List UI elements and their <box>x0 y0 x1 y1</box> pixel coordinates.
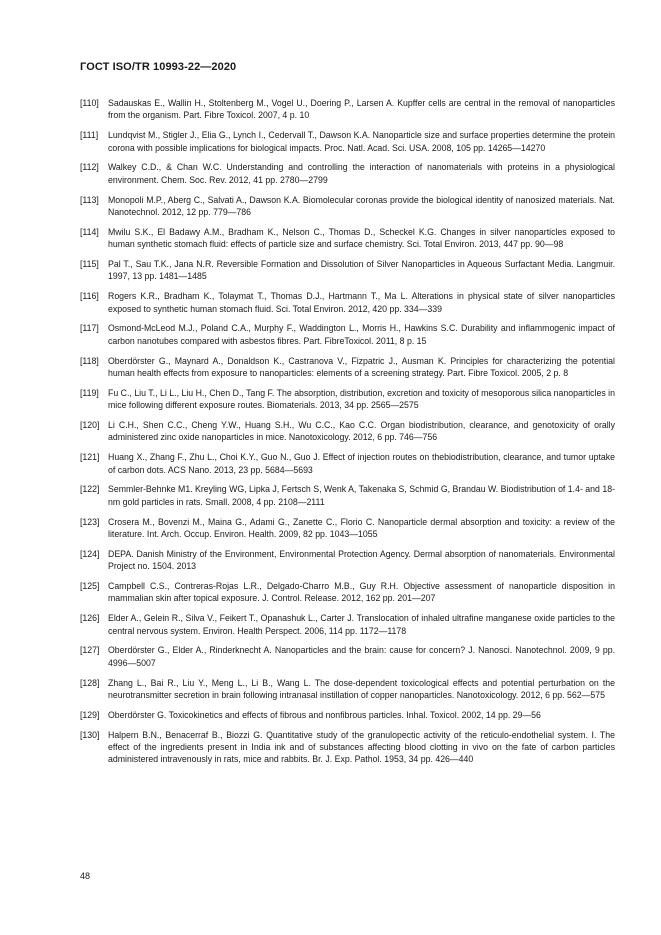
reference-text: Huang X., Zhang F., Zhu L., Choi K.Y., Guo N., Guo J. Effect of injection routes on thebiodistribution, clearance, and tumor uptake of carbon dots. ACS Nano. 2013, 23 pp. 5684—5693 <box>108 452 615 475</box>
reference-number: [113] <box>80 194 99 205</box>
reference-number: [114] <box>80 226 99 237</box>
reference-text: Osmond-McLeod M.J., Poland C.A., Murphy F., Waddington L., Morris H., Hawkins S.C. Durability and inflammogenic impact of carbon nanotubes compared with asbestos fibres. Part. FibreToxicol. 2011, 8 p. 15 <box>108 323 615 346</box>
reference-number: [121] <box>80 452 100 463</box>
reference-text: Oberdörster G., Maynard A., Donaldson K., Castranova V., Fizpatric J., Ausman K. Principles for characterizing the potential human health effects from exposure to nanoparticles: elements of a screening strategy. Part. Fibre Toxicol. 2005, 2 p. 8 <box>108 355 615 379</box>
reference-text: Halpern B.N., Benacerraf B., Biozzi G. Quantitative study of the granulopectic activity of the reticulo-endothelial system. I. The effect of the ingredients present in India ink and of substances affecting blood clotting in vivo on the fate of carbon particles administered intravenously in rats, mice and rabbits. Br. J. Exp. Pathol. 1953, 34 pp. 426—440 <box>108 729 615 765</box>
reference-text: Fu C., Liu T., Li L., Liu H., Chen D., Tang F. The absorption, distribution, excretion and toxicity of mesoporous silica nanoparticles in mice following different exposure routes. Biomaterials. 2013, 34 pp. 2565—2575 <box>108 387 615 411</box>
document-header: ГОСТ ISO/TR 10993-22—2020 <box>80 61 237 73</box>
reference-number: [126] <box>80 613 100 624</box>
reference-item <box>80 644 615 669</box>
reference-text: Mwilu S.K., El Badawy A.M., Bradham K., Nelson C., Thomas D., Scheckel K.G. Changes in silver nanoparticles exposed to human synthetic stomach fluid: effects of particle size and surface chemistry. Sci. Total Environ. 2013, 447 pp. 90—98 <box>108 226 615 250</box>
reference-number: [124] <box>80 548 100 559</box>
reference-number: [119] <box>80 387 99 398</box>
reference-number: [110] <box>80 98 99 108</box>
reference-item <box>80 451 615 476</box>
reference-text: Li C.H., Shen C.C., Cheng Y.W., Huang S.H., Wu C.C., Kao C.C. Organ biodistribution, clearance, and genotoxicity of orally administered zinc oxide nanoparticles in mice. Nanotoxicology. 2012, 6 pp. 746—756 <box>108 420 615 443</box>
reference-number: [120] <box>80 420 100 431</box>
reference-number: [130] <box>80 729 100 740</box>
reference-item <box>80 677 615 702</box>
reference-text: Oberdörster G. Toxicokinetics and effects of fibrous and nonfibrous particles. Inhal. Toxicol. 2002, 14 pp. 29—56 <box>108 709 541 720</box>
reference-item <box>80 258 615 283</box>
reference-item <box>80 161 615 186</box>
reference-text: Oberdörster G., Elder A., Rinderknecht A. Nanoparticles and the brain: cause for concern? J. Nanosci. Nanotechnol. 2009, 9 pp. 4996—5007 <box>108 645 615 668</box>
reference-text: Rogers K.R., Bradham K., Tolaymat T., Thomas D.J., Hartmann T., Ma L. Alterations in physical state of silver nanoparticles exposed to synthetic human stomach fluid. Sci. Total Environ. 2012, 420 pp. 334—339 <box>108 291 615 314</box>
reference-item <box>80 355 615 380</box>
reference-text: Campbell C.S., Contreras-Rojas L.R., Delgado-Charro M.B., Guy R.H. Objective assessment of nanoparticle disposition in mammalian skin after topical exposure. J. Control. Release. 2012, 162 pp. 201—207 <box>108 581 615 604</box>
reference-text: Monopoli M.P., Aberg C., Salvati A., Dawson K.A. Biomolecular coronas provide the biological identity of nanosized materials. Nat. Nanotechnol. 2012, 12 pp. 779—786 <box>108 194 615 218</box>
reference-item <box>80 729 615 766</box>
reference-text: Sadauskas E., Wallin H., Stoltenberg M., Vogel U., Doering P., Larsen A. Kupffer cells are central in the removal of nanoparticles from the organism. Part. Fibre Toxicol. 2007, 4 p. 10 <box>108 98 615 121</box>
reference-item <box>80 612 615 637</box>
reference-item <box>80 580 615 605</box>
reference-item <box>80 483 615 508</box>
reference-number: [111] <box>80 130 99 141</box>
reference-text: DEPA. Danish Ministry of the Environment, Environmental Protection Agency. Dermal absorption of nanomaterials. Environmental Project no. 1504. 2013 <box>108 548 615 572</box>
reference-item <box>80 290 615 315</box>
reference-item <box>80 709 615 721</box>
reference-item <box>80 97 615 122</box>
reference-text: Semmler-Behnke M1. Kreyling WG, Lipka J, Fertsch S, Wenk A, Takenaka S, Schmid G, Brandau W. Biodistribution of 1.4- and 18-nm gold particles in rats. Small. 2008, 4 pp. 2108—2111 <box>108 484 615 507</box>
reference-text: Zhang L., Bai R., Liu Y., Meng L., Li B., Wang L. The dose-dependent toxicological effects and potential perturbation on the neurotransmitter secretion in brain following intranasal instillation of copper nanoparticles. Nanotoxicology. 2012, 6 pp. 562—575 <box>108 677 615 701</box>
reference-text: Walkey C.D., & Chan W.C. Understanding and controlling the interaction of nanomaterials with proteins in a physiological environment. Chem. Soc. Rev. 2012, 41 pp. 2780—2799 <box>108 162 615 185</box>
reference-item <box>80 516 615 541</box>
reference-number: [128] <box>80 677 100 688</box>
reference-item <box>80 322 615 347</box>
reference-number: [125] <box>80 581 100 592</box>
reference-text: Crosera M., Bovenzi M., Maina G., Adami G., Zanette C., Florio C. Nanoparticle dermal absorption and toxicity: a review of the literature. Int. Arch. Occup. Environ. Health. 2009, 82 pp. 1043—1055 <box>108 516 615 540</box>
reference-number: [118] <box>80 355 99 366</box>
reference-number: [129] <box>80 709 100 720</box>
reference-text: Pal T., Sau T.K., Jana N.R. Reversible Formation and Dissolution of Silver Nanoparticles in Aqueous Surfactant Media. Langmuir. 1997, 13 pp. 1481—1485 <box>108 259 615 282</box>
reference-text: Lundqvist M., Stigler J., Elia G., Lynch I., Cedervall T., Dawson K.A. Nanoparticle size and surface properties determine the protein corona with possible implications for biological impacts. Proc. Natl. Acad. Sci. USA. 2008, 105 pp. 14265—14270 <box>108 130 615 153</box>
reference-number: [117] <box>80 323 99 334</box>
reference-item <box>80 419 615 444</box>
reference-number: [122] <box>80 484 100 495</box>
reference-number: [116] <box>80 291 99 302</box>
reference-number: [127] <box>80 645 100 656</box>
reference-item <box>80 387 615 412</box>
reference-item <box>80 548 615 573</box>
reference-number: [112] <box>80 162 99 173</box>
reference-text: Elder A., Gelein R., Silva V., Feikert T., Opanashuk L., Carter J. Translocation of inhaled ultrafine manganese oxide particles to the central nervous system. Environ. Health Perspect. 2006, 114 pp. 1172—1178 <box>108 613 615 636</box>
reference-item <box>80 129 615 154</box>
page-number: 48 <box>80 871 91 881</box>
reference-list <box>80 97 615 773</box>
reference-number: [123] <box>80 516 100 527</box>
reference-item <box>80 194 615 219</box>
reference-number: [115] <box>80 259 99 270</box>
reference-item <box>80 226 615 251</box>
